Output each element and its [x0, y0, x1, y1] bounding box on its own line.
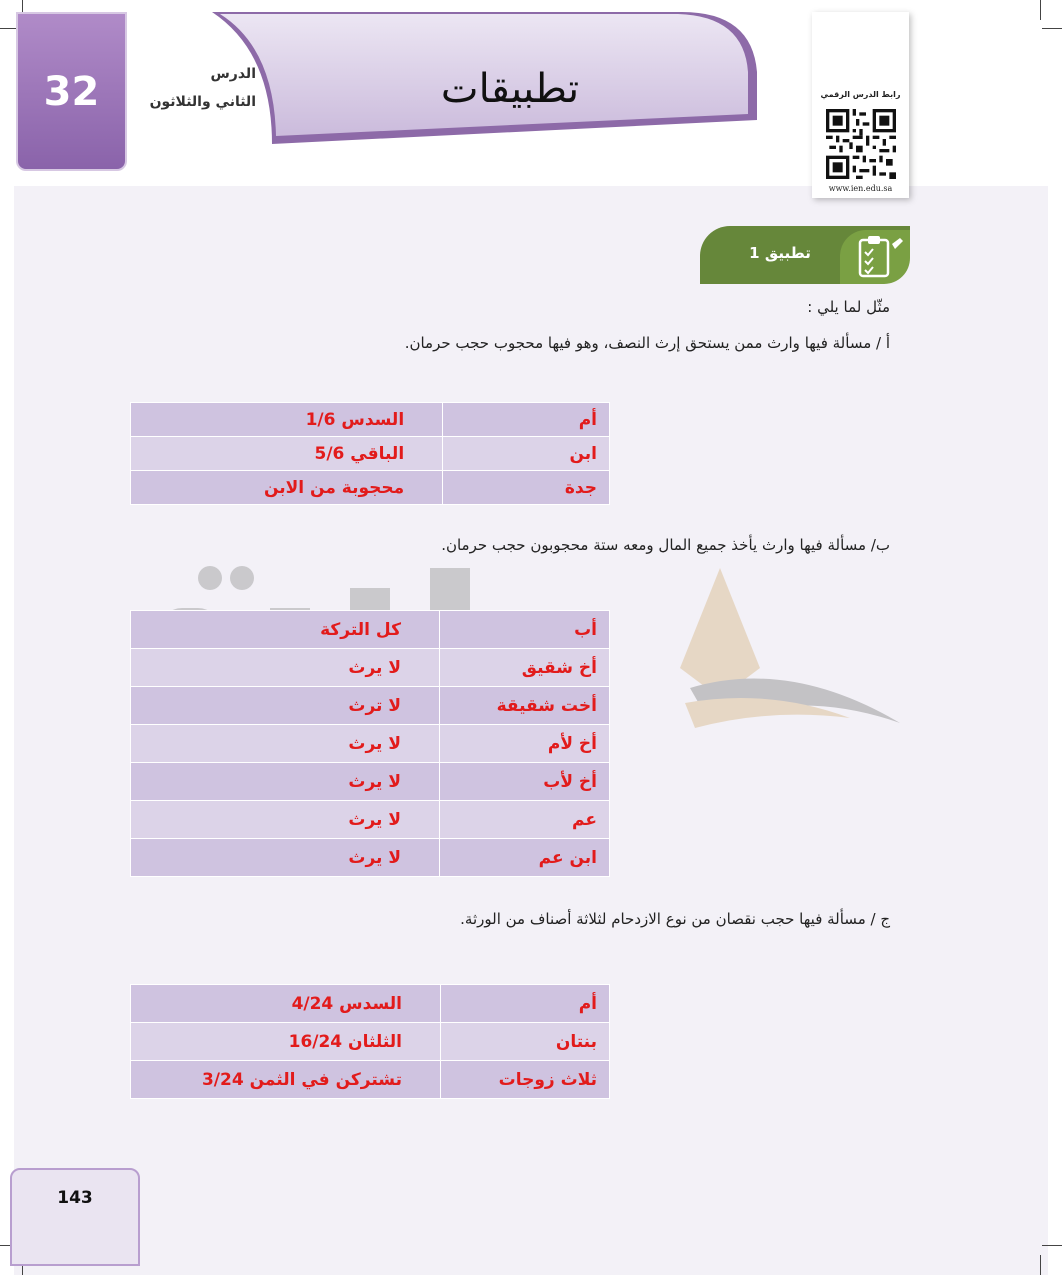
lesson-number: 32 — [43, 68, 100, 115]
intro-text: مثّل لما يلي : — [807, 298, 890, 316]
page-number-box — [10, 1168, 140, 1266]
heir-cell: جدة — [443, 471, 610, 505]
lesson-word: الدرس — [210, 66, 256, 82]
heir-cell: ابن — [443, 437, 610, 471]
table-row — [131, 801, 610, 839]
heir-cell: ثلاث زوجات — [440, 1061, 609, 1099]
crop-mark — [1042, 28, 1062, 29]
crop-mark — [1040, 1255, 1041, 1275]
table-part-b — [130, 610, 610, 877]
qr-card[interactable] — [812, 12, 909, 198]
heir-cell: أب — [439, 611, 609, 649]
share-cell: لا يرث — [131, 725, 440, 763]
share-cell: كل التركة — [131, 611, 440, 649]
table-row — [131, 1061, 610, 1099]
share-cell: الثلثان 16/24 — [131, 1023, 441, 1061]
page-number: 143 — [57, 1188, 93, 1208]
table-row — [131, 403, 610, 437]
part-a-prompt: أ / مسألة فيها وارث ممن يستحق إرث النصف، وهو فيها محجوب حجب حرمان. — [404, 334, 890, 352]
table-row — [131, 611, 610, 649]
heir-cell: ابن عم — [439, 839, 609, 877]
qr-url[interactable]: www.ien.edu.sa — [828, 184, 893, 193]
part-b-prompt: ب/ مسألة فيها وارث يأخذ جميع المال ومعه ستة محجوبون حجب حرمان. — [441, 536, 890, 554]
table-row — [131, 725, 610, 763]
page-title: تطبيقات — [440, 66, 580, 112]
table-row — [131, 471, 610, 505]
share-cell: السدس 4/24 — [131, 985, 441, 1023]
table-row — [131, 1023, 610, 1061]
share-cell: لا يرث — [131, 763, 440, 801]
lesson-number-badge — [16, 12, 127, 171]
table-row — [131, 437, 610, 471]
share-cell: الباقي 5/6 — [131, 437, 443, 471]
heir-cell: أخ شقيق — [439, 649, 609, 687]
share-cell: لا يرث — [131, 839, 440, 877]
table-row — [131, 687, 610, 725]
table-row — [131, 763, 610, 801]
table-row — [131, 649, 610, 687]
table-row — [131, 985, 610, 1023]
crop-mark — [1042, 1245, 1062, 1246]
share-cell: محجوبة من الابن — [131, 471, 443, 505]
share-cell: لا يرث — [131, 649, 440, 687]
crop-mark — [1040, 0, 1041, 20]
heir-cell: أم — [440, 985, 609, 1023]
table-part-a — [130, 402, 610, 505]
qr-code-icon[interactable] — [826, 108, 896, 180]
heir-cell: عم — [439, 801, 609, 839]
heir-cell: أم — [443, 403, 610, 437]
qr-caption: رابط الدرس الرقمي — [820, 90, 901, 99]
section-label: تطبيق 1 — [749, 244, 811, 262]
heir-cell: بنتان — [440, 1023, 609, 1061]
section-icon-box — [840, 230, 910, 284]
lesson-ordinal: الثاني والثلاثون — [149, 94, 256, 110]
heir-cell: أخ لأم — [439, 725, 609, 763]
share-cell: تشتركن في الثمن 3/24 — [131, 1061, 441, 1099]
table-row — [131, 839, 610, 877]
part-c-prompt: ج / مسألة فيها حجب نقصان من نوع الازدحام لثلاثة أصناف من الورثة. — [460, 910, 890, 928]
share-cell: السدس 1/6 — [131, 403, 443, 437]
table-part-c — [130, 984, 610, 1099]
heir-cell: أخ لأب — [439, 763, 609, 801]
share-cell: لا ترث — [131, 687, 440, 725]
share-cell: لا يرث — [131, 801, 440, 839]
heir-cell: أخت شقيقة — [439, 687, 609, 725]
clipboard-check-icon — [840, 230, 910, 284]
